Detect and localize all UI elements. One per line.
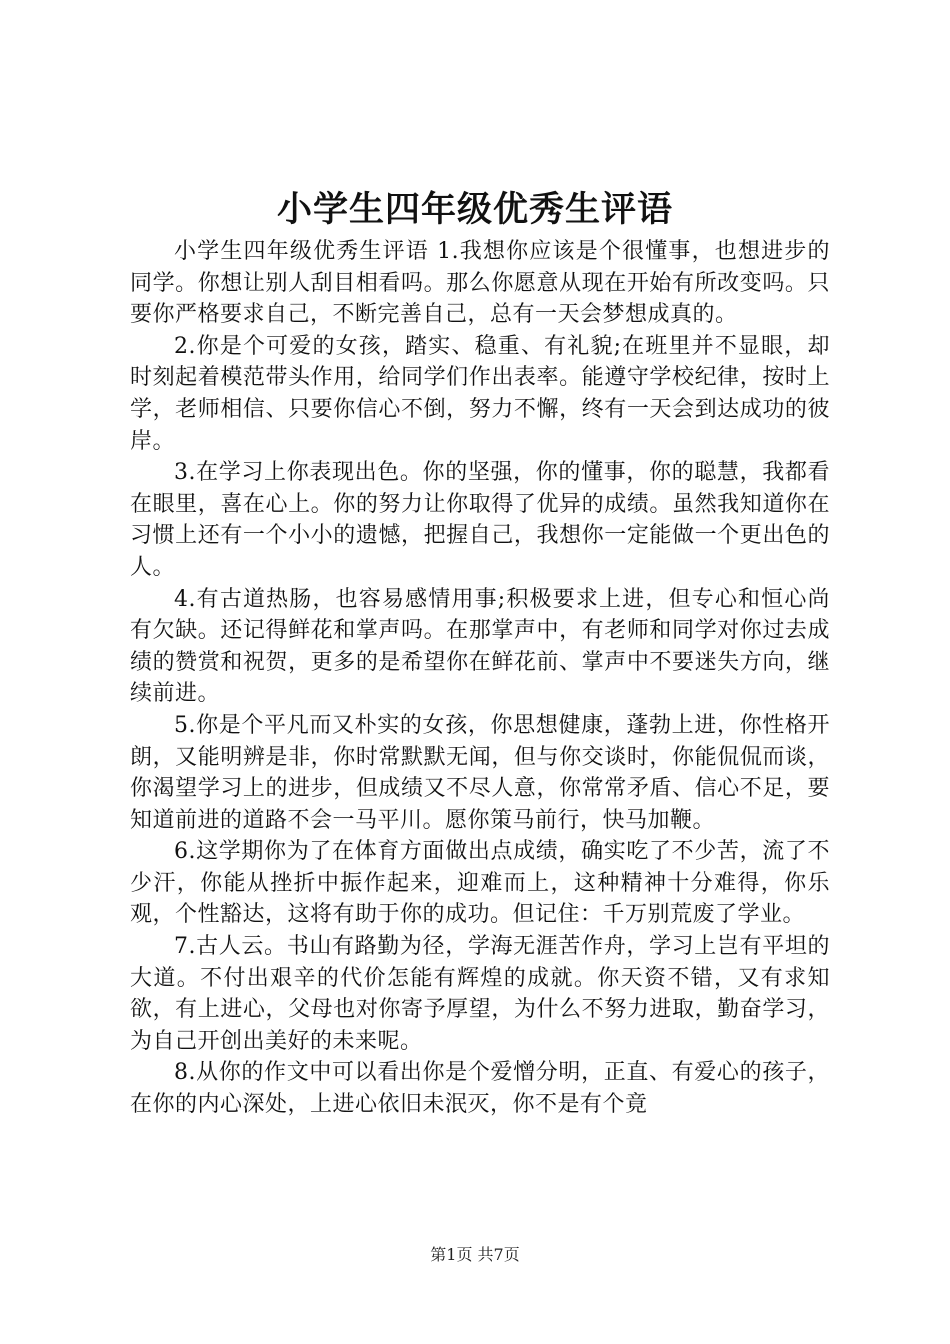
paragraph-7: 7.古人云。书山有路勤为径，学海无涯苦作舟，学习上岂有平坦的大道。不付出艰辛的代价怎能有辉煌的成就。你天资不错，又有求知欲，有上进心，父母也对你寄予厚望，为什么不努力进取，勤奋学习，为自己开创出美好的未来呢。	[130, 934, 830, 1054]
paragraph-5: 5.你是个平凡而又朴实的女孩，你思想健康，蓬勃上进，你性格开朗，又能明辨是非，你时常默默无闻，但与你交谈时，你能侃侃而谈，你渴望学习上的进步，但成绩又不尽人意，你常常矛盾、信心不足，要知道前进的道路不会一马平川。愿你策马前行，快马加鞭。	[130, 712, 830, 833]
document-body	[130, 236, 830, 1121]
paragraph-1: 小学生四年级优秀生评语 1.我想你应该是个很懂事，也想进步的同学。你想让别人刮目相看吗。那么你愿意从现在开始有所改变吗。只要你严格要求自己，不断完善自己，总有一天会梦想成真的。	[130, 239, 830, 328]
paragraph-3: 3.在学习上你表现出色。你的坚强，你的懂事，你的聪慧，我都看在眼里，喜在心上。你的努力让你取得了优异的成绩。虽然我知道你在习惯上还有一个小小的遗憾，把握自己，我想你一定能做一个更出色的人。	[130, 460, 830, 580]
paragraph-2: 2.你是个可爱的女孩，踏实、稳重、有礼貌;在班里并不显眼，却时刻起着模范带头作用，给同学们作出表率。能遵守学校纪律，按时上学，老师相信、只要你信心不倒，努力不懈，终有一天会到达成功的彼岸。	[130, 333, 830, 454]
paragraph-4: 4.有古道热肠，也容易感情用事;积极要求上进，但专心和恒心尚有欠缺。还记得鲜花和掌声吗。在那掌声中，有老师和同学对你过去成绩的赞赏和祝贺，更多的是希望你在鲜花前、掌声中不要迷失方向，继续前进。	[130, 586, 830, 707]
paragraph-6: 6.这学期你为了在体育方面做出点成绩，确实吃了不少苦，流了不少汗，你能从挫折中振作起来，迎难而上，这种精神十分难得，你乐观，个性豁达，这将有助于你的成功。但记住：千万别荒废了学业。	[130, 839, 830, 928]
page-number-footer: 第1页 共7页	[430, 1245, 520, 1264]
document-title: 小学生四年级优秀生评语	[276, 189, 673, 230]
paragraph-8: 8.从你的作文中可以看出你是个爱憎分明，正直、有爱心的孩子，在你的内心深处，上进心依旧未泯灭，你不是有个竟	[130, 1060, 830, 1118]
